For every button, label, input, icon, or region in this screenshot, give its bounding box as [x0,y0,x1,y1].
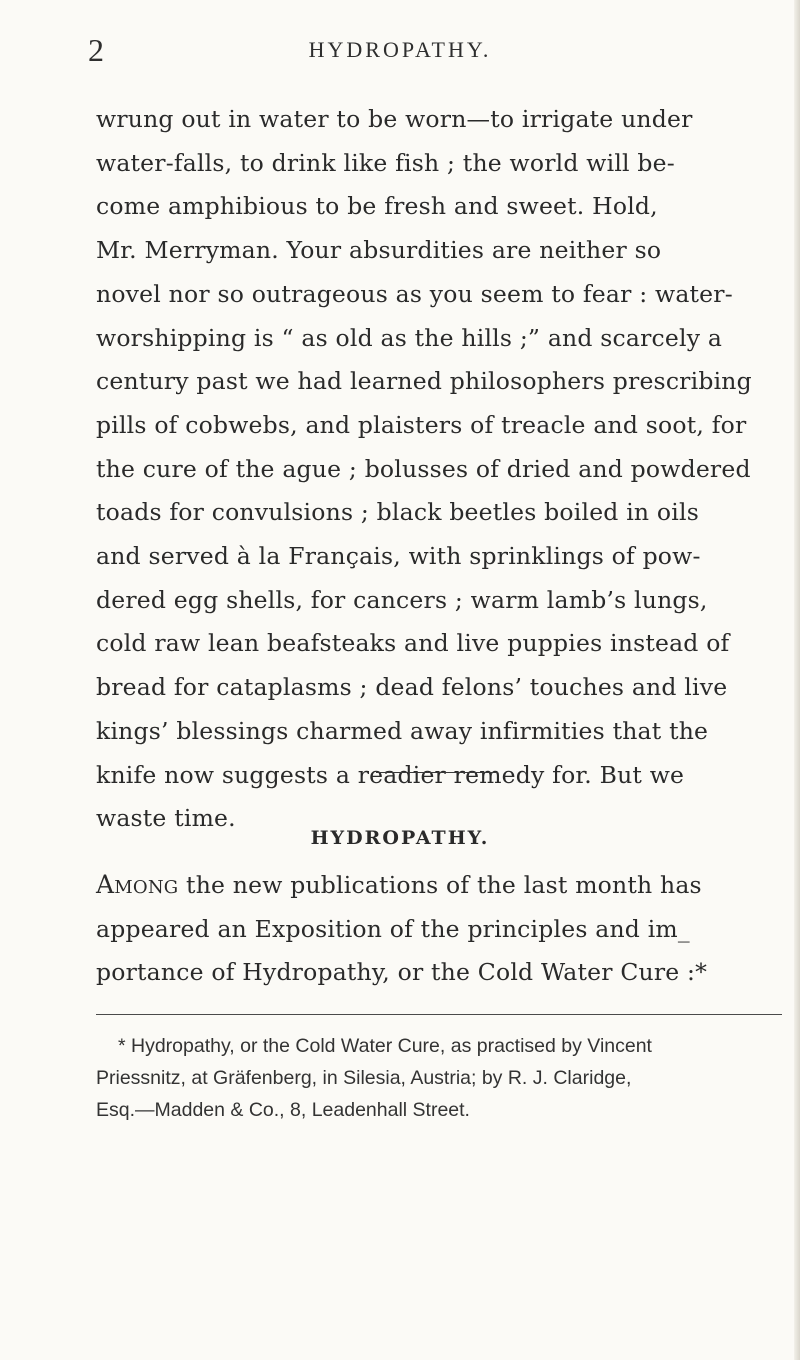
opening-word: Among [96,870,179,899]
body-line: water-falls, to drink like fish ; the world will be- [96,148,675,177]
page-edge [794,0,800,1360]
body-line: bread for cataplasms ; dead felons’ touches and live [96,673,728,702]
body-line: worshipping is “ as old as the hills ;” and scarcely a [96,323,723,352]
section-line: appeared an Exposition of the principles and im_ [96,914,690,943]
footnote-line: Priessnitz, at Gräfenberg, in Silesia, Austria; by R. J. Claridge, [96,1067,632,1089]
body-line: wrung out in water to be worn—to irrigate under [96,105,693,133]
running-head: HYDROPATHY. [308,37,492,62]
page-number: 2 [88,32,104,68]
body-line: dered egg shells, for cancers ; warm lamb’s lungs, [96,585,708,614]
section-divider [376,772,498,773]
section-heading: HYDROPATHY. [310,827,490,849]
body-line: century past we had learned philosophers prescribing [96,367,752,396]
body-line: the cure of the ague ; bolusses of dried and powdered [96,454,751,483]
body-line: Mr. Merryman. Your absurdities are neither so [96,236,662,265]
footnote-rule [96,1014,782,1015]
body-line: come amphibious to be fresh and sweet. Hold, [96,192,658,221]
body-line: and served à la Français, with sprinklings of pow- [96,542,701,571]
body-line: waste time. [96,804,236,833]
body-line: kings’ blessings charmed away infirmities that the [96,716,709,745]
section-line-text: the new publications of the last month has [178,871,702,899]
footnote-line: * Hydropathy, or the Cold Water Cure, as practised by Vincent [118,1035,652,1057]
footnote-line: Esq.—Madden & Co., 8, Leadenhall Street. [96,1099,470,1121]
body-paragraph [96,98,776,841]
body-line: pills of cobwebs, and plaisters of treacle and soot, for [96,410,747,439]
section-paragraph [96,863,776,995]
body-line: cold raw lean beafsteaks and live puppies instead of [96,629,730,658]
section-line: portance of Hydropathy, or the Cold Water Cure :* [96,958,708,987]
footnote [96,1030,786,1126]
section-line [96,863,776,908]
body-line: knife now suggests a readier remedy for. But we [96,760,685,789]
body-line: novel nor so outrageous as you seem to fear : water- [96,279,733,308]
body-line: toads for convulsions ; black beetles boiled in oils [96,498,699,527]
